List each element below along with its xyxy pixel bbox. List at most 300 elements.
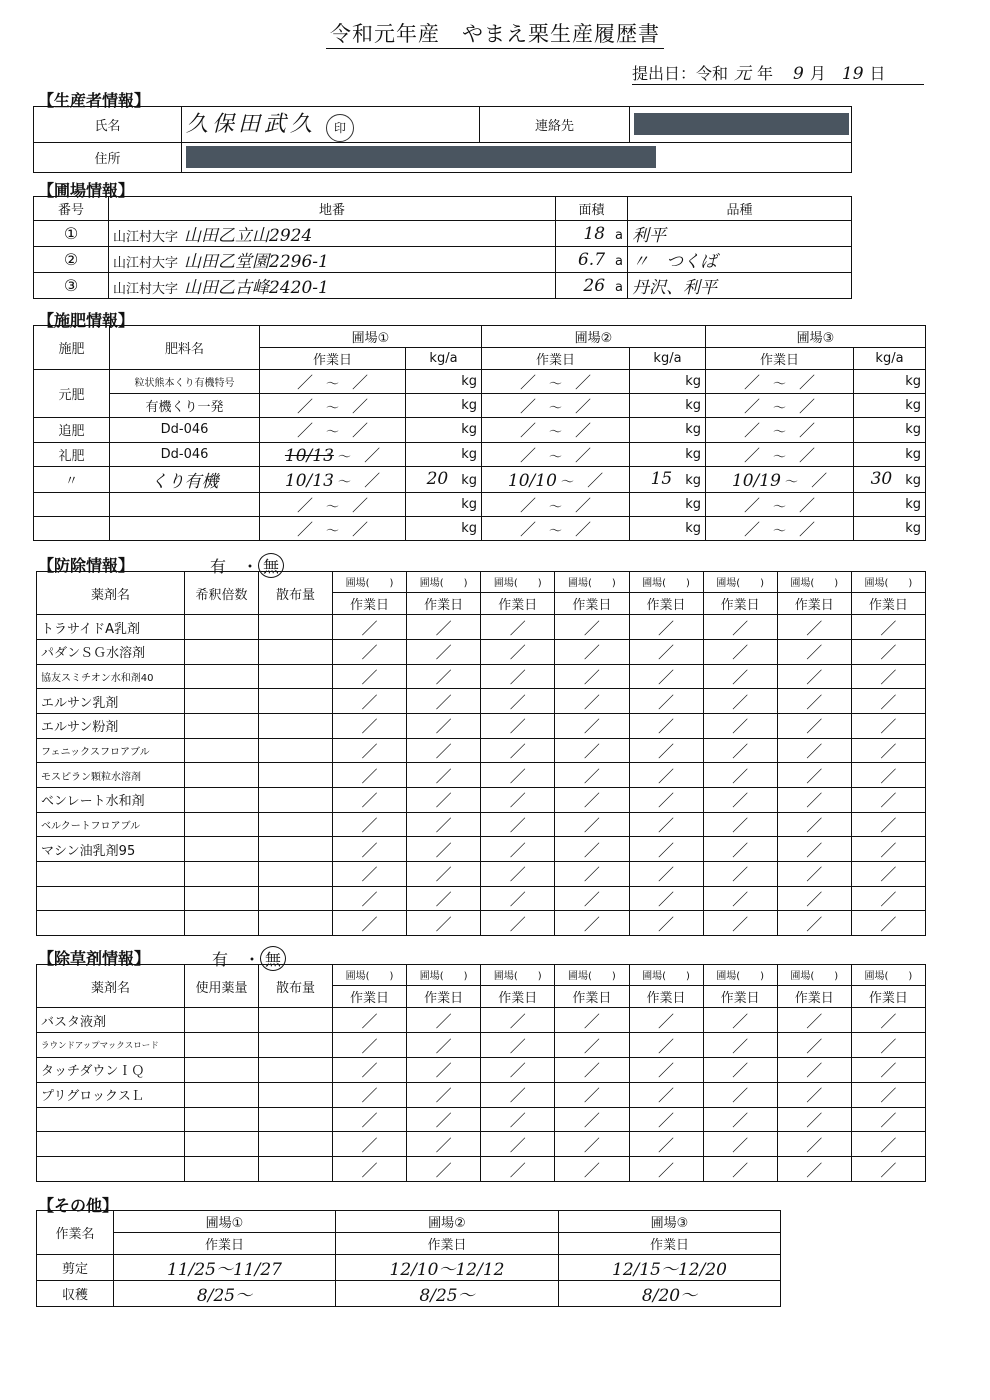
pest-date-slash: ／ [629,615,703,640]
fert-type: 礼肥 [34,442,110,466]
fert-range-sep: ～ [325,377,339,393]
fert-date-slash: ／ [799,445,816,465]
herbicide-date-slash: ／ [629,1008,703,1033]
pest-date-slash: ／ [555,615,629,640]
year-unit: 年 [757,64,774,83]
fert-date-slash: ／ [743,495,760,515]
herbicide-header-field: 圃場( ) [481,965,555,986]
herbicide-date-slash: ／ [555,1057,629,1082]
fields-section-title: 【圃場情報】 [38,181,135,200]
address-redaction [186,146,656,168]
fert-date-slash: ／ [519,421,536,441]
herbicide-header-field: 圃場( ) [851,965,925,986]
pest-date-slash: ／ [629,861,703,886]
fert-date-slash: ／ [799,519,816,539]
pest-date-slash: ／ [851,837,925,862]
pest-date-slash: ／ [629,911,703,936]
fert-name: Dd-046 [110,418,260,442]
pest-date-slash: ／ [777,615,851,640]
fert-range-sep: ～ [325,425,339,441]
fert-date-slash: ／ [352,495,369,515]
fert-date-slash: ／ [296,421,313,441]
fert-rate-unit: kg [905,422,921,438]
pest-date-slash: ／ [703,689,777,714]
herbicide-date-slash: ／ [703,1132,777,1157]
other-header-date: 作業日 [114,1233,336,1255]
pest-header-date: 作業日 [777,592,851,615]
fert-header-rate: kg/a [406,348,482,370]
fert-date-slash: ／ [352,397,369,417]
pest-row [37,837,926,862]
herbicide-agent-name: プリグロックスＬ [37,1082,185,1107]
pest-date-slash: ／ [851,861,925,886]
pest-date-slash: ／ [777,911,851,936]
fields-header-lot: 地番 [109,197,556,221]
herbicide-date-slash: ／ [407,1008,481,1033]
fert-rate-unit: kg [905,374,921,390]
pest-dilution-cell [185,615,259,640]
pest-date-slash: ／ [629,812,703,837]
pest-amount-cell [259,713,333,738]
herbicide-amount-cell [259,1008,333,1033]
pest-header-date: 作業日 [555,592,629,615]
fert-rate-unit: kg [905,496,921,512]
fert-date-field1 [260,466,406,492]
herbicide-amount-cell [259,1132,333,1157]
field-variety: 丹沢、利平 [632,278,717,298]
fert-range-sep: ～ [772,377,786,393]
fert-date-value: 10/10 [507,470,557,491]
other-row [37,1255,781,1281]
pest-dilution-cell [185,886,259,911]
pest-header-dilution: 希釈倍数 [185,572,259,615]
herbicide-date-slash: ／ [333,1132,407,1157]
pest-header-field: 圃場( ) [407,572,481,593]
herbicide-date-slash: ／ [703,1008,777,1033]
day-unit: 日 [869,64,886,83]
fert-rate-unit: kg [905,398,921,414]
pest-date-slash: ／ [481,763,555,788]
pest-date-slash: ／ [703,763,777,788]
herbicide-date-slash: ／ [333,1057,407,1082]
submission-era-year: 元 [734,64,752,84]
fert-rate-field1 [406,394,482,418]
fert-date-value: 10/19 [731,470,781,491]
herbicide-used-cell [185,1082,259,1107]
fert-date-slash: ／ [352,373,369,393]
fert-header-date: 作業日 [482,348,630,370]
fert-range-sep: ～ [325,499,339,515]
herbicide-date-slash: ／ [481,1157,555,1182]
fert-date-field1 [260,418,406,442]
pest-header-field: 圃場( ) [333,572,407,593]
herbicide-date-slash: ／ [407,1132,481,1157]
pest-date-slash: ／ [555,713,629,738]
fert-name: 有機くり一発 [110,394,260,418]
fert-rate-field2 [630,442,706,466]
fert-rate-unit: kg [461,398,477,414]
fert-date-slash: ／ [743,421,760,441]
pest-row [37,911,926,936]
pest-date-slash: ／ [481,664,555,689]
area-unit: a [615,279,623,295]
fert-date-field1 [260,492,406,516]
pest-agent-name: ベルクートフロアブル [37,812,185,837]
fert-range-sep: ～ [561,474,575,490]
fert-date-slash: ／ [519,397,536,417]
pest-header-field: 圃場( ) [481,572,555,593]
pest-date-slash: ／ [777,664,851,689]
pest-date-slash: ／ [481,861,555,886]
herbicide-row [37,1008,926,1033]
fert-type: 元肥 [34,370,110,418]
pest-header-field: 圃場( ) [629,572,703,593]
herbicide-date-slash: ／ [481,1008,555,1033]
fert-date-slash: ／ [296,397,313,417]
fert-date-slash: ／ [575,373,592,393]
pest-dilution-cell [185,812,259,837]
pest-date-slash: ／ [555,664,629,689]
fert-header-rate: kg/a [854,348,926,370]
fert-rate-field1 [406,442,482,466]
fert-row [34,394,926,418]
fert-date-field2 [482,516,630,540]
pest-date-slash: ／ [407,886,481,911]
fert-range-sep: ～ [548,499,562,515]
fert-date-field1 [260,370,406,394]
fert-header-field3: 圃場③ [706,326,926,348]
pest-dilution-cell [185,689,259,714]
herbicide-header-date: 作業日 [481,985,555,1008]
pest-date-slash: ／ [629,763,703,788]
pest-header-date: 作業日 [851,592,925,615]
pest-date-slash: ／ [777,787,851,812]
herbicide-row [37,1157,926,1182]
contact-redaction [634,113,849,135]
pest-date-slash: ／ [703,639,777,664]
other-date-field2: 12/10～12/12 [336,1255,559,1281]
fert-header-rate: kg/a [630,348,706,370]
field-lot: 山田乙堂園2296-1 [184,252,329,272]
field-row [34,247,852,273]
herbicide-date-slash: ／ [851,1157,925,1182]
pest-amount-cell [259,812,333,837]
fert-date-slash: ／ [296,519,313,539]
fert-rate-unit: kg [461,422,477,438]
herbicide-date-slash: ／ [333,1008,407,1033]
herbicide-header-field: 圃場( ) [407,965,481,986]
herbicide-header-amount: 散布量 [259,965,333,1008]
herbicide-date-slash: ／ [629,1157,703,1182]
fert-range-sep: ～ [772,425,786,441]
pest-date-slash: ／ [629,639,703,664]
pest-date-slash: ／ [555,861,629,886]
fert-date-slash: ／ [364,445,381,465]
field-area: 26 [583,275,606,296]
pest-amount-cell [259,861,333,886]
pest-date-slash: ／ [851,713,925,738]
pest-agent-name: 協友スミチオン水和剤40 [37,664,185,689]
pest-header-date: 作業日 [333,592,407,615]
herbicide-date-slash: ／ [555,1033,629,1058]
name-value: 久保田武久 [186,112,317,137]
name-label: 氏名 [34,107,182,143]
herbicide-date-slash: ／ [629,1057,703,1082]
fert-date-field2 [482,394,630,418]
fert-range-sep: ～ [548,523,562,539]
herbicide-header-date: 作業日 [407,985,481,1008]
fert-date-field1 [260,394,406,418]
fert-date-field2 [482,370,630,394]
pest-date-slash: ／ [703,861,777,886]
field-prefix: 山江村大字 [113,230,179,245]
fert-date-value: 10/13 [284,445,334,466]
pest-date-slash: ／ [703,713,777,738]
pest-date-slash: ／ [481,615,555,640]
pest-row [37,615,926,640]
fert-rate-field1 [406,492,482,516]
fert-header-field2: 圃場② [482,326,706,348]
pest-date-slash: ／ [703,812,777,837]
herbicide-header-date: 作業日 [703,985,777,1008]
pest-date-slash: ／ [407,911,481,936]
fert-range-sep: ～ [772,523,786,539]
pest-date-slash: ／ [333,689,407,714]
herbicide-date-slash: ／ [481,1132,555,1157]
pest-date-slash: ／ [777,689,851,714]
fert-header-name: 肥料名 [110,326,260,370]
pest-date-slash: ／ [851,787,925,812]
fert-row [34,466,926,492]
pest-date-slash: ／ [777,639,851,664]
fert-rate-unit: kg [685,422,701,438]
pest-row [37,861,926,886]
pest-agent-name [37,911,185,936]
fert-rate-value: 20 [426,469,449,490]
fert-date-slash: ／ [743,445,760,465]
herbicide-date-slash: ／ [629,1132,703,1157]
fert-row [34,418,926,442]
pest-date-slash: ／ [481,738,555,763]
fert-rate-unit: kg [461,446,477,462]
other-header-date: 作業日 [559,1233,781,1255]
herbicide-date-slash: ／ [629,1082,703,1107]
herbicide-used-cell [185,1033,259,1058]
herbicide-date-slash: ／ [777,1107,851,1132]
fert-date-field2 [482,418,630,442]
fert-date-slash: ／ [587,470,604,490]
area-unit: a [615,253,623,269]
fert-rate-field3 [854,418,926,442]
pest-date-slash: ／ [333,787,407,812]
pest-amount-cell [259,763,333,788]
fert-date-slash: ／ [811,470,828,490]
pest-date-slash: ／ [333,664,407,689]
herbicide-header-field: 圃場( ) [629,965,703,986]
fert-row [34,370,926,394]
fert-range-sep: ～ [548,425,562,441]
pest-date-slash: ／ [629,713,703,738]
pest-agent-name: マシン油乳剤95 [37,837,185,862]
fert-header-type: 施肥 [34,326,110,370]
fert-rate-field1 [406,418,482,442]
pest-agent-name: パダンＳＧ水溶剤 [37,639,185,664]
herbicide-amount-cell [259,1082,333,1107]
fert-date-slash: ／ [743,397,760,417]
contact-label: 連絡先 [480,107,630,143]
pest-date-slash: ／ [407,615,481,640]
pest-agent-name [37,886,185,911]
herbicide-date-slash: ／ [555,1107,629,1132]
fert-header-date: 作業日 [706,348,854,370]
herbicide-date-slash: ／ [777,1033,851,1058]
pest-date-slash: ／ [777,861,851,886]
fert-date-slash: ／ [575,519,592,539]
fert-date-slash: ／ [799,397,816,417]
pest-date-slash: ／ [629,664,703,689]
fert-date-slash: ／ [575,421,592,441]
herbicide-header-name: 薬剤名 [37,965,185,1008]
fert-range-sep: ～ [338,474,352,490]
other-section-title: 【その他】 [38,1196,119,1215]
herbicide-section-title: 【除草剤情報】 [38,949,151,968]
fields-header-area: 面積 [556,197,628,221]
fert-rate-unit: kg [905,446,921,462]
herbicide-header-field: 圃場( ) [333,965,407,986]
other-row [37,1281,781,1307]
fert-rate-field1 [406,466,482,492]
herbicide-amount-cell [259,1033,333,1058]
fert-date-slash: ／ [352,421,369,441]
fert-date-field1 [260,442,406,466]
herbicide-date-slash: ／ [851,1057,925,1082]
pest-date-slash: ／ [703,664,777,689]
fert-date-slash: ／ [519,445,536,465]
pest-date-slash: ／ [851,911,925,936]
herbicide-header-field: 圃場( ) [777,965,851,986]
fert-date-field3 [706,466,854,492]
fert-date-slash: ／ [743,373,760,393]
fert-rate-field2 [630,370,706,394]
pest-date-slash: ／ [629,787,703,812]
pest-date-slash: ／ [333,615,407,640]
herbicide-date-slash: ／ [481,1082,555,1107]
fert-range-sep: ～ [548,401,562,417]
herbicide-table [36,964,926,1182]
pest-date-slash: ／ [629,738,703,763]
fert-rate-field1 [406,516,482,540]
herbicide-row [37,1132,926,1157]
fert-name [110,492,260,516]
pest-date-slash: ／ [407,787,481,812]
pest-header-date: 作業日 [481,592,555,615]
herbicide-agent-name: ラウンドアップマックスロード [37,1033,185,1058]
herbicide-agent-name: タッチダウンＩＱ [37,1057,185,1082]
pest-date-slash: ／ [851,664,925,689]
pest-header-date: 作業日 [629,592,703,615]
other-header-field2: 圃場② [336,1211,559,1233]
other-date-field1: 8/25～ [114,1281,336,1307]
herbicide-date-slash: ／ [555,1082,629,1107]
pest-date-slash: ／ [629,837,703,862]
herbicide-amount-cell [259,1107,333,1132]
herbicide-agent-name [37,1107,185,1132]
fert-type: 〃 [34,466,110,492]
field-area: 6.7 [577,249,606,270]
pest-date-slash: ／ [407,763,481,788]
other-task: 剪定 [37,1255,114,1281]
pest-date-slash: ／ [629,886,703,911]
pest-header-name: 薬剤名 [37,572,185,615]
herbicide-date-slash: ／ [481,1033,555,1058]
herbicide-amount-cell [259,1157,333,1182]
fert-date-slash: ／ [296,373,313,393]
pest-none-circled: 無 [258,553,284,578]
other-date-field3: 12/15～12/20 [559,1255,781,1281]
pest-row [37,763,926,788]
fert-name [110,516,260,540]
pest-header-field: 圃場( ) [703,572,777,593]
fert-rate-unit: kg [685,446,701,462]
herbicide-date-slash: ／ [407,1033,481,1058]
herbicide-date-slash: ／ [851,1107,925,1132]
fert-date-value: 10/13 [284,470,334,491]
pest-date-slash: ／ [555,911,629,936]
pest-date-slash: ／ [333,763,407,788]
fert-date-slash: ／ [575,495,592,515]
pest-date-slash: ／ [555,763,629,788]
fert-rate-unit: kg [905,520,921,536]
pest-date-slash: ／ [333,639,407,664]
herbicide-none-circled: 無 [260,946,286,971]
fert-date-slash: ／ [519,519,536,539]
herbicide-date-slash: ／ [851,1033,925,1058]
pest-amount-cell [259,837,333,862]
pest-date-slash: ／ [777,763,851,788]
pest-date-slash: ／ [703,837,777,862]
herbicide-header-date: 作業日 [777,985,851,1008]
fert-rate-field2 [630,516,706,540]
field-row [34,221,852,247]
pest-header-date: 作業日 [407,592,481,615]
fert-rate-value: 30 [870,469,893,490]
herbicide-date-slash: ／ [333,1082,407,1107]
fert-rate-value: 15 [650,469,673,490]
fert-date-slash: ／ [296,495,313,515]
fert-rate-field3 [854,394,926,418]
fert-date-field3 [706,492,854,516]
herbicide-date-slash: ／ [703,1033,777,1058]
fertilizer-section-title: 【施肥情報】 [38,311,135,330]
fert-rate-field3 [854,370,926,394]
pest-date-slash: ／ [851,812,925,837]
field-no: ③ [34,273,109,299]
pest-date-slash: ／ [481,886,555,911]
other-date-field2: 8/25～ [336,1281,559,1307]
pest-dilution-cell [185,911,259,936]
fert-header-date: 作業日 [260,348,406,370]
producer-section-title: 【生産者情報】 [38,91,151,110]
fert-row [34,492,926,516]
pest-row [37,812,926,837]
fert-row [34,516,926,540]
pest-date-slash: ／ [555,812,629,837]
other-date-field3: 8/20～ [559,1281,781,1307]
pest-date-slash: ／ [481,689,555,714]
pest-date-slash: ／ [407,837,481,862]
fert-range-sep: ～ [325,523,339,539]
pest-date-slash: ／ [703,738,777,763]
